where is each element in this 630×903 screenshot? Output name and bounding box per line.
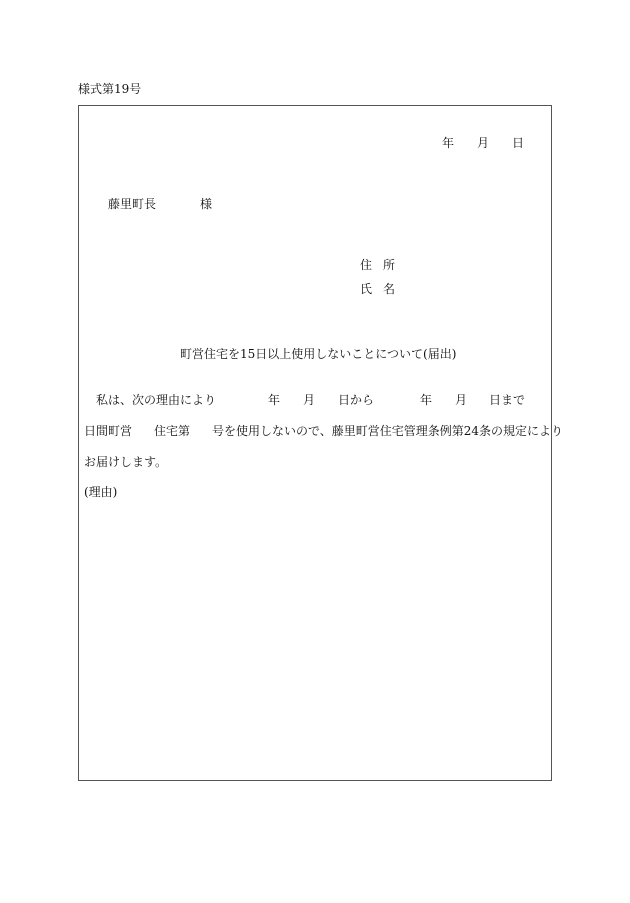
date-year: 年 — [442, 136, 455, 150]
addressee-name: 藤里町長 — [108, 197, 157, 211]
name-label-2: 名 — [383, 282, 396, 296]
address-label-1: 住 — [360, 258, 373, 272]
addressee-honorific: 様 — [200, 197, 213, 211]
date-month: 月 — [477, 136, 490, 150]
body-days-housing: 日間町営 — [84, 424, 133, 438]
body-ordinance: 号を使用しないので、藤里町営住宅管理条例第24条の規定により — [212, 424, 564, 438]
form-number: 様式第19号 — [78, 82, 142, 96]
address-label-2: 所 — [383, 258, 396, 272]
document-title: 町営住宅を15日以上使用しないことについて(届出) — [180, 347, 457, 361]
body-prefix: 私は、次の理由により — [96, 393, 217, 407]
start-day: 日から — [338, 393, 375, 407]
date-day: 日 — [512, 136, 525, 150]
end-month: 月 — [455, 393, 468, 407]
start-year: 年 — [268, 393, 281, 407]
body-housing-number: 住宅第 — [154, 424, 191, 438]
body-line-3: お届けします。 — [84, 455, 168, 469]
start-month: 月 — [303, 393, 316, 407]
end-day: 日まで — [489, 393, 526, 407]
name-label-1: 氏 — [360, 282, 373, 296]
end-year: 年 — [420, 393, 433, 407]
reason-label: (理由) — [84, 485, 118, 499]
